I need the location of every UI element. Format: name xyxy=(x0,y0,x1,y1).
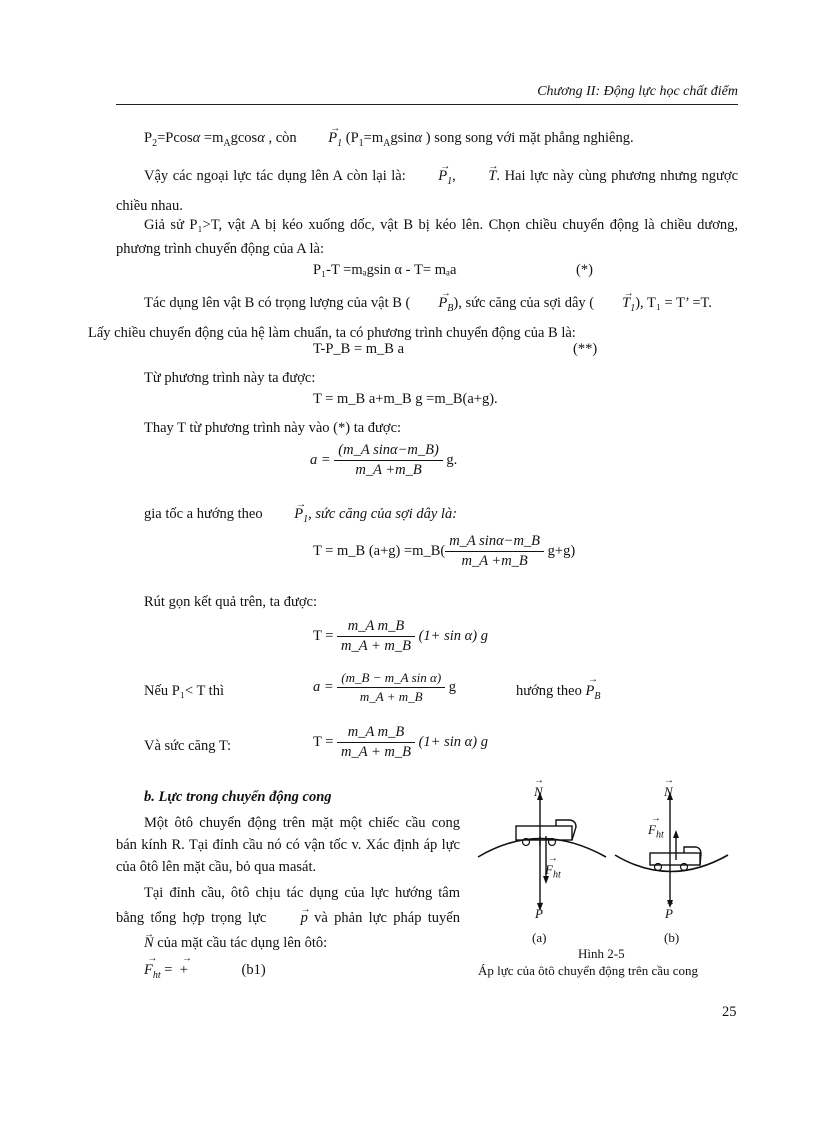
label-n-a: → N xyxy=(534,784,543,800)
paragraph-substitute: Thay T từ phương trình này vào (*) ta được: xyxy=(144,420,402,436)
p2-text-a: Vậy các ngoại lực tác dụng lên A còn lại là: xyxy=(144,168,411,184)
figure-number: Hình 2-5 xyxy=(578,946,625,961)
p1-text-c: =m xyxy=(200,130,224,146)
case1-label: Nếu P₁< T thì xyxy=(144,683,224,699)
page-number: 25 xyxy=(722,1004,737,1020)
case1-fraction: $\frac{\text{(m\_B − m\_A sin α)}}{m\_A + m\_B}$ xyxy=(337,670,445,705)
concave-bridge-surface xyxy=(615,855,728,872)
figure-sublabel-b: (b) xyxy=(664,930,680,945)
label-fht-a: → $F_{ht}$ xyxy=(545,862,561,881)
p4-text-d: Lấy chiều chuyển động của hệ làm chuẩn, ta có phương trình chuyển động của B là: xyxy=(88,324,576,341)
eq6-lhs: T = xyxy=(313,627,334,644)
vector-p1: → $P_1$ xyxy=(410,164,452,194)
equation-tension-full xyxy=(313,533,575,570)
case1-equation xyxy=(313,670,456,705)
equation-motion-b: T-P_B = m_B a xyxy=(313,341,405,357)
eq4-lhs: a = xyxy=(310,451,331,468)
label-n-b: → N xyxy=(664,784,673,800)
p7-text-b: , sức căng của sợi dây là: xyxy=(308,506,458,522)
p1-text-h: gsin xyxy=(390,130,415,146)
vector-n: → N xyxy=(116,931,154,956)
eq6-tail: (1+ sin α) g xyxy=(418,627,488,644)
vector-p: → p xyxy=(273,906,308,931)
equation-b1 xyxy=(144,962,266,981)
p1-text-g: =m xyxy=(363,130,384,146)
case2-tail: (1+ sin α) g xyxy=(418,733,488,750)
alpha-symbol: α xyxy=(257,130,265,146)
vector-t1: → $T_1$ xyxy=(594,291,635,321)
eq4-fraction: $\frac{\text{(m\_A sinα−m\_B)}}{m\_A +m\_B}$ xyxy=(334,442,443,479)
vector-fht: → $F_{ht}$ xyxy=(144,962,161,981)
case2-fraction: $\frac{\text{m\_A m\_B}}{m\_A + m\_B}$ xyxy=(337,724,415,761)
figure-caption: Áp lực của ôtô chuyển động trên cầu cong xyxy=(478,963,699,978)
equation-tag-b1: (b1) xyxy=(241,962,266,978)
label-p-a: → P xyxy=(535,906,543,922)
p1-text-i: ) song song với mặt phẳng nghiêng. xyxy=(422,130,634,146)
paragraph-remaining-forces: Vậy các ngoại lực tác dụng lên A còn lại là: → $P_1$, → T. Hai lực này cùng phương nhưng ngược chiều nhau. xyxy=(116,164,738,218)
equation-acceleration xyxy=(310,442,457,479)
p4-text-b: ), sức căng của sợi dây ( xyxy=(453,295,595,311)
paragraph-from-equation: Từ phương trình này ta được: xyxy=(144,370,316,386)
equation-tension-simplified xyxy=(313,618,488,655)
p4-text-a: Tác dụng lên vật B có trọng lượng của vật B ( xyxy=(144,295,411,311)
p10-text-b: và phản lực pháp tuyến xyxy=(307,910,460,926)
alpha-symbol: α xyxy=(414,130,423,146)
paragraph-acceleration-direction xyxy=(116,502,738,532)
label-p-b: → P xyxy=(665,906,673,922)
running-header xyxy=(116,84,738,105)
p2-text-b: . Hai lực này cùng phương nhưng ngược chiều nhau. xyxy=(116,168,739,214)
p1-text-f: (P xyxy=(342,130,359,146)
case2-label: Và sức căng T: xyxy=(144,738,231,754)
figure-sublabel-a: (a) xyxy=(532,930,547,945)
eq4-tail: g. xyxy=(446,451,458,468)
p1-text-b: =Pcos xyxy=(157,130,193,146)
vector-p1: → $P_1$ xyxy=(300,126,342,156)
equation-motion-a: P₁-T =mₐgsin α - T= mₐa xyxy=(313,262,457,278)
case1-dir-text: hướng theo xyxy=(516,683,582,699)
p10-text-c: của mặt cầu tác dụng lên ôtô: xyxy=(153,935,328,951)
label-fht-b: → $F_{ht}$ xyxy=(648,822,664,841)
case1-direction xyxy=(516,683,600,702)
alpha-symbol: α xyxy=(192,130,201,146)
chapter-title: Chương II: Động lực học chất điểm xyxy=(537,84,738,99)
convex-bridge-surface xyxy=(478,839,606,858)
case2-lhs: T = xyxy=(313,733,334,750)
p10-text-a: Tại đỉnh cầu, ôtô chịu tác dụng của lực hướng tâm bằng tổng hợp trọng lực xyxy=(116,885,460,926)
equation-tag-double-star: (**) xyxy=(573,341,598,357)
b1-eq-text: = + xyxy=(160,962,188,978)
vector-p1: → $P_1$ xyxy=(266,502,308,532)
p1-text-d: gcos xyxy=(230,130,258,146)
p4-text-c: ), T₁ = T’ =T. xyxy=(635,295,712,311)
equation-tag-star: (*) xyxy=(576,262,593,278)
paragraph-p2-component: $P_2=Pcos\alpha =m_Agcos\alpha$ , còn → $P_1$ ($P_1=m_Agsin\alpha$ ) song song với mặt phẳng nghiêng. xyxy=(116,126,738,156)
case1-lhs: a = xyxy=(313,678,334,695)
eq5-tail: g+g) xyxy=(544,542,576,559)
p1-text-a: P xyxy=(144,130,153,146)
eq5-fraction: $\frac{\text{m\_A sinα−m\_B}}{m\_A +m\_B}$ xyxy=(445,533,544,570)
case2-equation xyxy=(313,724,488,761)
section-heading: b. Lực trong chuyển động cong xyxy=(144,789,332,805)
paragraph-bridge-problem: Một ôtô chuyển động trên mặt một chiếc cầu cong bán kính R. Tại đỉnh cầu nó có vận tốc v. Xác định áp lực của ôtô lên mặt cầu, bỏ qua masát. xyxy=(116,815,460,875)
paragraph-assumption: Giả sử P₁>T, vật A bị kéo xuống dốc, vật B bị kéo lên. Chọn chiều chuyển động là chiều dương, phương trình chuyển động của A là: xyxy=(116,217,738,257)
vector-t: → T xyxy=(460,164,496,188)
p1-text-e: , còn xyxy=(264,130,301,146)
vector-pb: → $P_B$ xyxy=(586,683,601,702)
paragraph-simplify: Rút gọn kết quả trên, ta được: xyxy=(144,594,317,610)
vector-pb: → $P_B$ xyxy=(410,291,453,321)
eq6-fraction: $\frac{\text{m\_A m\_B}}{m\_A + m\_B}$ xyxy=(337,618,415,655)
paragraph-centripetal xyxy=(116,881,460,956)
case1-tail: g xyxy=(448,678,457,695)
paragraph-forces-on-b xyxy=(88,291,738,345)
equation-tension: T = m_B a+m_B g =m_B(a+g). xyxy=(313,391,498,407)
eq5-lhs: T = m_B (a+g) =m_B( xyxy=(313,542,446,559)
p7-text-a: gia tốc a hướng theo xyxy=(144,506,267,522)
